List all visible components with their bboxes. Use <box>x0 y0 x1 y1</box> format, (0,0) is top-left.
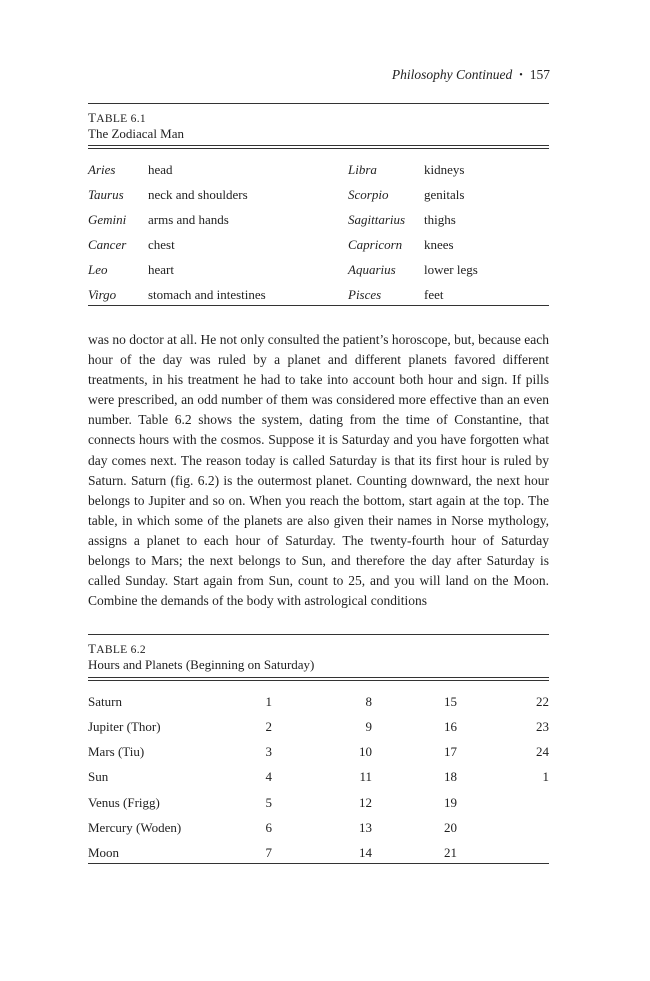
hour-cell: 24 <box>536 744 549 759</box>
planet-cell: Sun <box>88 769 109 784</box>
sign-cell: Pisces <box>348 287 382 302</box>
table1-top-rule <box>88 103 549 104</box>
sign-cell: Gemini <box>88 212 127 227</box>
hour-cell: 3 <box>265 744 272 759</box>
table1-row <box>88 237 549 262</box>
body-part-cell: kidneys <box>424 162 465 177</box>
sign-cell: Aquarius <box>348 262 396 277</box>
body-part-cell: chest <box>148 237 175 252</box>
table2-row <box>88 820 549 845</box>
table1-label: TABLE 6.1 <box>88 110 146 125</box>
hour-cell: 19 <box>444 795 457 810</box>
table1-header-rule-double <box>88 148 549 149</box>
sign-cell: Taurus <box>88 187 124 202</box>
table2-row <box>88 795 549 820</box>
running-head-separator: • <box>519 70 523 81</box>
sign-cell: Sagittarius <box>348 212 406 227</box>
body-part-cell: knees <box>424 237 454 252</box>
hour-cell: 9 <box>365 719 372 734</box>
planet-cell: Moon <box>88 845 120 860</box>
table2-bottom-rule <box>88 863 549 864</box>
table1-row <box>88 162 549 187</box>
hour-cell: 2 <box>265 719 272 734</box>
hour-cell: 14 <box>359 845 372 860</box>
table2-row <box>88 744 549 769</box>
table2-top-rule <box>88 634 549 635</box>
table2-row <box>88 845 549 870</box>
table1-bottom-rule <box>88 305 549 306</box>
hour-cell: 1 <box>542 769 549 784</box>
hour-cell: 17 <box>444 744 457 759</box>
table2-header-rule-double <box>88 680 549 681</box>
page-number: 157 <box>529 67 550 82</box>
hour-cell: 22 <box>536 694 549 709</box>
body-part-cell: heart <box>148 262 174 277</box>
table2-row <box>88 694 549 719</box>
hour-cell: 15 <box>444 694 457 709</box>
table1-row <box>88 187 549 212</box>
hour-cell: 12 <box>359 795 372 810</box>
table2-caption: Hours and Planets (Beginning on Saturday) <box>88 657 315 672</box>
hour-cell: 1 <box>265 694 272 709</box>
hour-cell: 21 <box>444 845 457 860</box>
hour-cell: 6 <box>265 820 272 835</box>
hour-cell: 4 <box>265 769 272 784</box>
body-part-cell: arms and hands <box>148 212 229 227</box>
table1-caption: The Zodiacal Man <box>88 126 185 141</box>
hour-cell: 10 <box>359 744 372 759</box>
body-part-cell: genitals <box>424 187 465 202</box>
body-part-cell: lower legs <box>424 262 478 277</box>
hour-cell: 8 <box>365 694 372 709</box>
sign-cell: Cancer <box>88 237 127 252</box>
table1-row <box>88 287 549 312</box>
sign-cell: Leo <box>88 262 108 277</box>
hour-cell: 7 <box>265 845 272 860</box>
planet-cell: Saturn <box>88 694 122 709</box>
hour-cell: 5 <box>265 795 272 810</box>
body-part-cell: stomach and intestines <box>148 287 266 302</box>
body-part-cell: neck and shoulders <box>148 187 248 202</box>
hour-cell: 11 <box>359 769 372 784</box>
hour-cell: 23 <box>536 719 549 734</box>
sign-cell: Capricorn <box>348 237 403 252</box>
hour-cell: 16 <box>444 719 457 734</box>
body-part-cell: feet <box>424 287 444 302</box>
planet-cell: Mars (Tiu) <box>88 744 145 759</box>
sign-cell: Libra <box>348 162 377 177</box>
running-head <box>88 66 550 86</box>
body-paragraph: was no doctor at all. He not only consulted the patient’s horoscope, but, because each hour of the day was ruled by a planet and different planets favored different treatments, in his treatment he had to take into account both hour and sign. If pills were prescribed, an odd number of them was considered more effective than an even number. Table 6.2 shows the system, dating from the time of Constantine, that connects hours with the cosmos. Suppose it is Saturday and you have forgotten what day comes next. The reason today is called Saturday is that its first hour is ruled by Saturn. Saturn (fig. 6.2) is the outermost planet. Counting downward, the next hour belongs to Jupiter and so on. When you reach the bottom, start again at the top. The table, in which some of the planets are also given their names in Norse mythology, assigns a planet to each hour of Saturday. The twenty-fourth hour of Saturday belongs to Mars; the next belongs to Sun, and therefore the day after Saturday is called Sunday. Start again from Sun, count to 25, and you will land on the Moon. Combine the demands of the body with astrological conditions <box>88 332 549 609</box>
table1-row <box>88 212 549 237</box>
sign-cell: Scorpio <box>348 187 389 202</box>
table2-row <box>88 719 549 744</box>
hour-cell: 13 <box>359 820 372 835</box>
body-part-cell: head <box>148 162 173 177</box>
table2-header-rule <box>88 677 549 678</box>
planet-cell: Venus (Frigg) <box>88 795 160 810</box>
table2-row <box>88 769 549 794</box>
table2-label: TABLE 6.2 <box>88 641 146 656</box>
sign-cell: Aries <box>88 162 116 177</box>
planet-cell: Jupiter (Thor) <box>88 719 161 734</box>
hour-cell: 18 <box>444 769 457 784</box>
running-head-title: Philosophy Continued <box>391 67 513 82</box>
table1-row <box>88 262 549 287</box>
planet-cell: Mercury (Woden) <box>88 820 182 835</box>
table1-header-rule <box>88 145 549 146</box>
hour-cell: 20 <box>444 820 457 835</box>
body-part-cell: thighs <box>424 212 456 227</box>
sign-cell: Virgo <box>88 287 117 302</box>
